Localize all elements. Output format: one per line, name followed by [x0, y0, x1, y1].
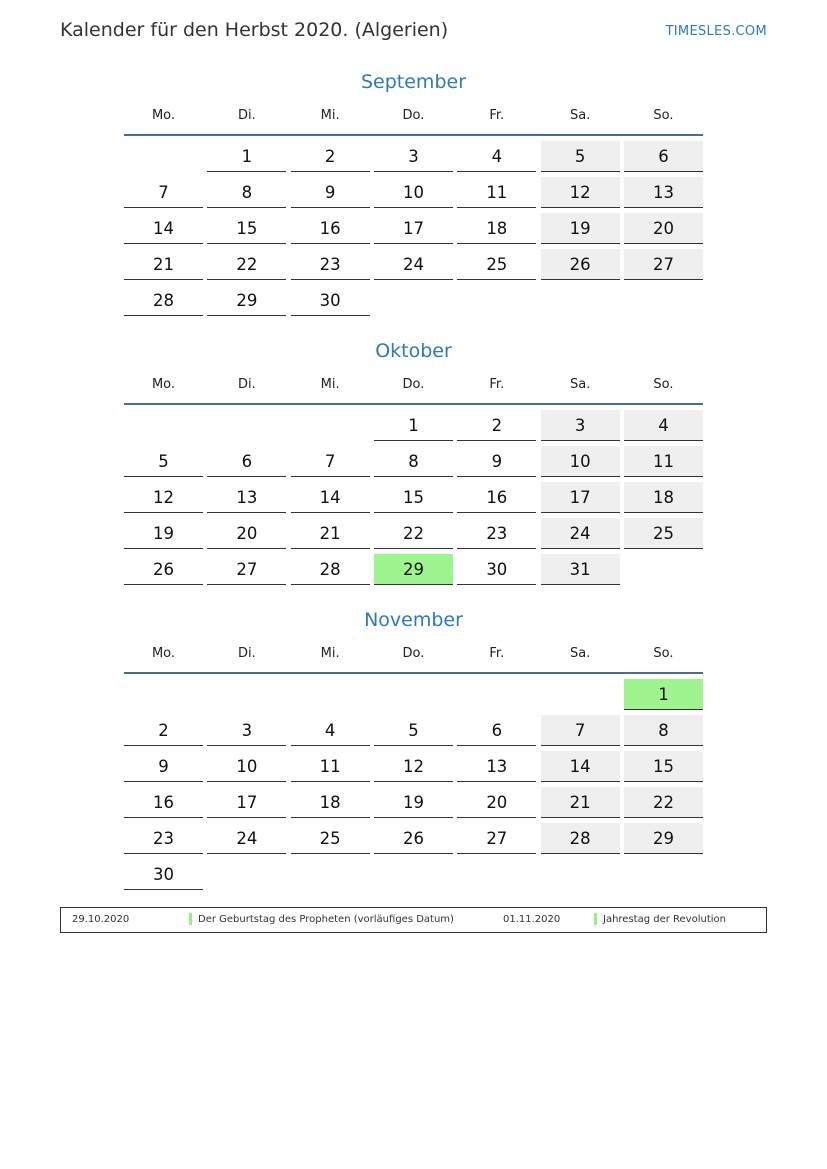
day-cell: 27 [457, 823, 536, 854]
day-cell: 6 [457, 715, 536, 746]
header-divider [124, 403, 703, 405]
weekend-day-cell: 7 [541, 715, 620, 746]
day-cell: 5 [374, 715, 453, 746]
weekend-day-cell: 18 [624, 482, 703, 513]
day-cell: 3 [374, 141, 453, 172]
weekend-day-cell: 24 [541, 518, 620, 549]
empty-cell [207, 410, 286, 441]
weekday-label: Sa. [569, 377, 591, 392]
day-cell: 15 [374, 482, 453, 513]
weekend-day-cell: 15 [624, 751, 703, 782]
weekday-header [124, 375, 703, 395]
empty-cell [541, 679, 620, 710]
weekend-day-cell: 12 [541, 177, 620, 208]
month-september [124, 69, 703, 316]
weekend-day-cell: 14 [541, 751, 620, 782]
holiday-legend [60, 907, 767, 933]
day-cell: 8 [207, 177, 286, 208]
day-cell: 4 [457, 141, 536, 172]
day-cell: 20 [457, 787, 536, 818]
day-cell: 19 [124, 518, 203, 549]
weekend-day-cell: 25 [624, 518, 703, 549]
weekend-day-cell: 11 [624, 446, 703, 477]
weekday-label: Di. [237, 646, 256, 661]
day-cell: 12 [374, 751, 453, 782]
day-cell: 23 [124, 823, 203, 854]
day-cell: 17 [374, 213, 453, 244]
month-title: Oktober [375, 340, 452, 362]
weekend-day-cell: 8 [624, 715, 703, 746]
day-cell: 30 [457, 554, 536, 585]
legend-holiday-name: Der Geburtstag des Propheten (vorläufiges Datum) [198, 914, 454, 925]
legend-date: 29.10.2020 [72, 914, 130, 925]
day-cell: 12 [124, 482, 203, 513]
day-cell: 7 [124, 177, 203, 208]
day-cell: 22 [207, 249, 286, 280]
weekday-label: Fr. [489, 377, 505, 392]
weekend-day-cell: 28 [541, 823, 620, 854]
month-november [124, 607, 703, 890]
page-title: Kalender für den Herbst 2020. (Algerien) [60, 19, 449, 41]
legend-date: 01.11.2020 [503, 914, 561, 925]
holiday-day-cell: 1 [624, 679, 703, 710]
day-cell: 1 [207, 141, 286, 172]
weekday-label: Di. [237, 108, 256, 123]
day-cell: 10 [207, 751, 286, 782]
day-cell: 23 [291, 249, 370, 280]
empty-cell [457, 679, 536, 710]
day-cell: 2 [291, 141, 370, 172]
day-cell: 21 [124, 249, 203, 280]
holiday-day-cell: 29 [374, 554, 453, 585]
day-cell: 2 [457, 410, 536, 441]
day-cell: 25 [291, 823, 370, 854]
day-cell: 17 [207, 787, 286, 818]
day-cell: 3 [207, 715, 286, 746]
day-cell: 5 [124, 446, 203, 477]
holiday-color-swatch [189, 913, 192, 925]
weekday-header [124, 106, 703, 126]
site-link[interactable]: TIMESLES.COM [665, 24, 767, 39]
day-cell: 29 [207, 285, 286, 316]
weekday-label: Fr. [489, 108, 505, 123]
weekend-day-cell: 27 [624, 249, 703, 280]
day-cell: 9 [457, 446, 536, 477]
day-cell: 28 [291, 554, 370, 585]
empty-cell [124, 410, 203, 441]
day-cell: 27 [207, 554, 286, 585]
weekend-day-cell: 29 [624, 823, 703, 854]
weekend-day-cell: 26 [541, 249, 620, 280]
empty-cell [291, 679, 370, 710]
weekday-label: Do. [402, 108, 425, 123]
day-cell: 20 [207, 518, 286, 549]
month-title: November [364, 609, 463, 631]
weekday-label: So. [653, 377, 674, 392]
weekend-day-cell: 22 [624, 787, 703, 818]
empty-cell [291, 410, 370, 441]
day-grid [124, 679, 703, 890]
day-grid [124, 141, 703, 316]
day-cell: 26 [124, 554, 203, 585]
weekend-day-cell: 10 [541, 446, 620, 477]
legend-holiday-name: Jahrestag der Revolution [603, 914, 726, 925]
weekend-day-cell: 6 [624, 141, 703, 172]
weekday-label: Di. [237, 377, 256, 392]
weekday-label: Fr. [489, 646, 505, 661]
weekend-day-cell: 20 [624, 213, 703, 244]
weekend-day-cell: 21 [541, 787, 620, 818]
day-cell: 4 [291, 715, 370, 746]
weekday-label: Sa. [569, 108, 591, 123]
weekday-label: Sa. [569, 646, 591, 661]
day-cell: 9 [124, 751, 203, 782]
empty-cell [207, 679, 286, 710]
weekday-label: Mi. [320, 646, 340, 661]
day-cell: 16 [124, 787, 203, 818]
day-cell: 18 [457, 213, 536, 244]
day-cell: 13 [457, 751, 536, 782]
empty-cell [124, 141, 203, 172]
day-cell: 9 [291, 177, 370, 208]
day-cell: 18 [291, 787, 370, 818]
day-grid [124, 410, 703, 585]
weekend-day-cell: 5 [541, 141, 620, 172]
month-title: September [360, 71, 467, 93]
day-cell: 7 [291, 446, 370, 477]
weekend-day-cell: 19 [541, 213, 620, 244]
weekday-label: Mo. [151, 377, 176, 392]
day-cell: 11 [457, 177, 536, 208]
holiday-color-swatch [594, 913, 597, 925]
day-cell: 24 [374, 249, 453, 280]
weekend-day-cell: 3 [541, 410, 620, 441]
empty-cell [124, 679, 203, 710]
day-cell: 26 [374, 823, 453, 854]
day-cell: 8 [374, 446, 453, 477]
day-cell: 30 [124, 859, 203, 890]
day-cell: 16 [291, 213, 370, 244]
weekday-label: Do. [402, 377, 425, 392]
day-cell: 21 [291, 518, 370, 549]
day-cell: 10 [374, 177, 453, 208]
month-oktober [124, 338, 703, 585]
day-cell: 14 [291, 482, 370, 513]
day-cell: 22 [374, 518, 453, 549]
weekday-header [124, 644, 703, 664]
weekend-day-cell: 17 [541, 482, 620, 513]
header-divider [124, 672, 703, 674]
day-cell: 11 [291, 751, 370, 782]
day-cell: 30 [291, 285, 370, 316]
day-cell: 1 [374, 410, 453, 441]
weekday-label: So. [653, 646, 674, 661]
weekday-label: So. [653, 108, 674, 123]
weekday-label: Mo. [151, 108, 176, 123]
day-cell: 14 [124, 213, 203, 244]
weekend-day-cell: 4 [624, 410, 703, 441]
weekend-day-cell: 13 [624, 177, 703, 208]
day-cell: 15 [207, 213, 286, 244]
weekday-label: Mi. [320, 108, 340, 123]
weekday-label: Mi. [320, 377, 340, 392]
day-cell: 25 [457, 249, 536, 280]
day-cell: 24 [207, 823, 286, 854]
empty-cell [374, 679, 453, 710]
day-cell: 13 [207, 482, 286, 513]
day-cell: 19 [374, 787, 453, 818]
weekend-day-cell: 31 [541, 554, 620, 585]
day-cell: 28 [124, 285, 203, 316]
day-cell: 23 [457, 518, 536, 549]
weekday-label: Do. [402, 646, 425, 661]
header-divider [124, 134, 703, 136]
day-cell: 16 [457, 482, 536, 513]
day-cell: 6 [207, 446, 286, 477]
day-cell: 2 [124, 715, 203, 746]
weekday-label: Mo. [151, 646, 176, 661]
